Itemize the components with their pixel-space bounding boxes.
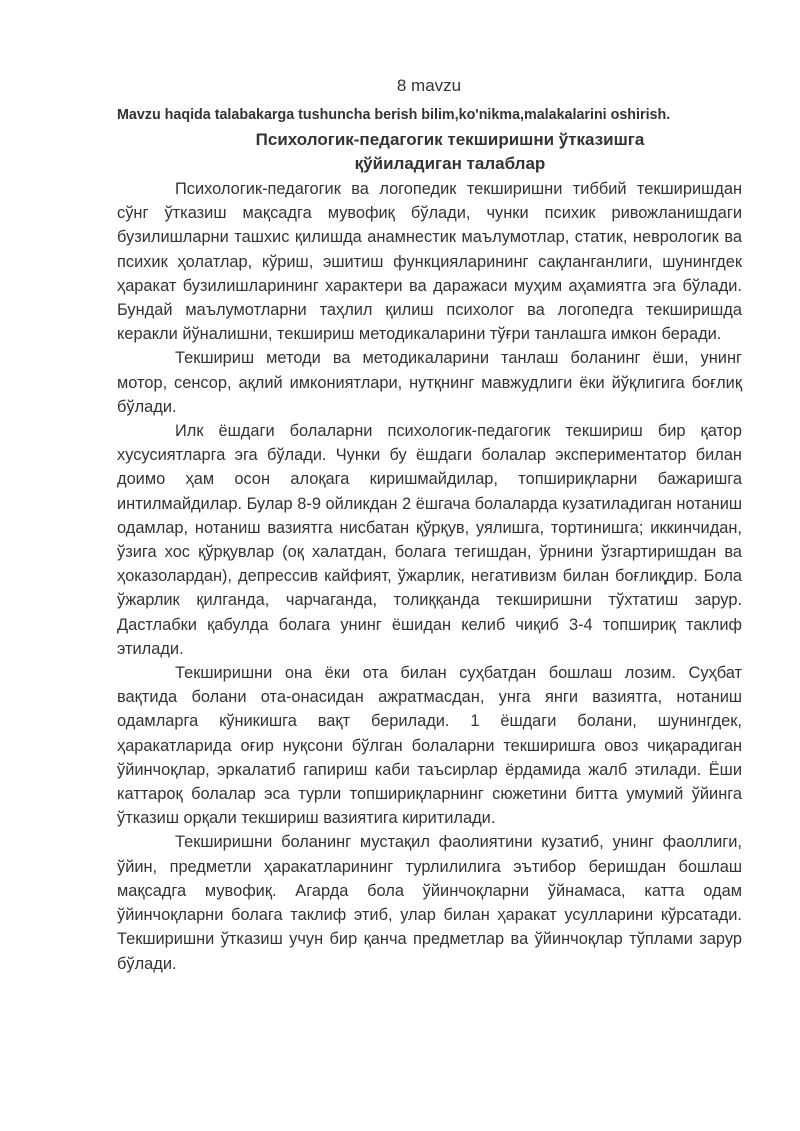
- section-heading-line-1: Психологик-педагогик текширишни ўтказишга: [255, 130, 645, 149]
- paragraph: Текширишни она ёки ота билан суҳбатдан бошлаш лозим. Суҳбат вақтида болани ота-онасидан ажратмасдан, унга янги вазиятга, нотаниш одамларга кўникишга вақт берилади. 1 ёшдаги болани, шунингдек, ҳаракатларида оғир нуқсони бўлган болаларни текширишга овоз чиқарадиган ўйинчоқлар, эркалатиб гапириш каби таъсирлар ёрдамида жалб этилади. Ёши каттароқ болалар эса турли топшириқларнинг сюжетини битта умумий ўйинга ўтказиш орқали текшириш вазиятига киритилади.: [117, 664, 742, 828]
- topic-number: 8 mavzu: [396, 76, 462, 95]
- paragraph: Текшириш методи ва методикаларини танлаш боланинг ёши, унинг мотор, сенсор, ақлий имкониятлари, нутқнинг мавжудлиги ёки йўқлигига боғлиқ бўлади.: [117, 349, 742, 416]
- paragraph: Илк ёшдаги болаларни психологик-педагогик текшириш бир қатор хусусиятларга эга бўлади. Чунки бу ёшдаги болалар экспериментатор билан доимо ҳам осон алоқага киришмайдилар, топшириқларни бажаришга интилмайдилар. Булар 8-9 ойликдан 2 ёшгача болаларда кузатиладиган нотаниш одамлар, нотаниш вазиятга нисбатан қўрқув, уялишга, тортинишга; иккинчидан, ўзига хос қўрқувлар (оқ халатдан, болага тегишдан, ўрнини ўзгартиришдан ва ҳоказолардан), депрессив кайфият, ўжарлик, негативизм билан боғлиқдир. Бола ўжарлик қилганда, чарчаганда, толиққанда текширишни тўхтатиш зарур. Дастлабки қабулда болага унинг ёшидан келиб чиқиб 3-4 топшириқ таклиф этилади.: [117, 422, 742, 658]
- body-text: [117, 177, 742, 976]
- paragraph: Психологик-педагогик ва логопедик текширишни тиббий текширишдан сўнг ўтказиш мақсадга мувофиқ бўлади, чунки психик ривожланишдаги бузилишларни ташхис қилишда анамнестик маълумотлар, статик, неврологик ва психик ҳолатлар, кўриш, эшитиш функцияларининг сақланганлиги, шунингдек ҳаракат бузилишларининг характери ва даражаси муҳим аҳамиятга эга бўлади. Бундай маълумотларни таҳлил қилиш психолог ва логопедга текширишда керакли йўналишни, текшириш методикаларини тўғри танлашга имкон беради.: [117, 180, 742, 344]
- section-heading-line-2: қўйиладиган талаблар: [354, 154, 546, 173]
- paragraph: Текширишни боланинг мустақил фаолиятини кузатиб, унинг фаоллиги, ўйин, предметли ҳаракатларининг турлилилига эътибор беришдан бошлаш мақсадга мувофиқ. Агарда бола ўйинчоқларни ўйнамаса, катта одам ўйинчоқларни болага таклиф этиб, улар билан ҳаракат усулларини кўрсатади. Текширишни ўтказиш учун бир қанча предметлар ва ўйинчоқлар тўплами зарур бўлади.: [117, 833, 742, 973]
- topic-subtitle: Mavzu haqida talabakarga tushuncha berish bilim,ko'nikma,malakalarini oshirish.: [117, 107, 671, 123]
- section-heading: [240, 128, 660, 176]
